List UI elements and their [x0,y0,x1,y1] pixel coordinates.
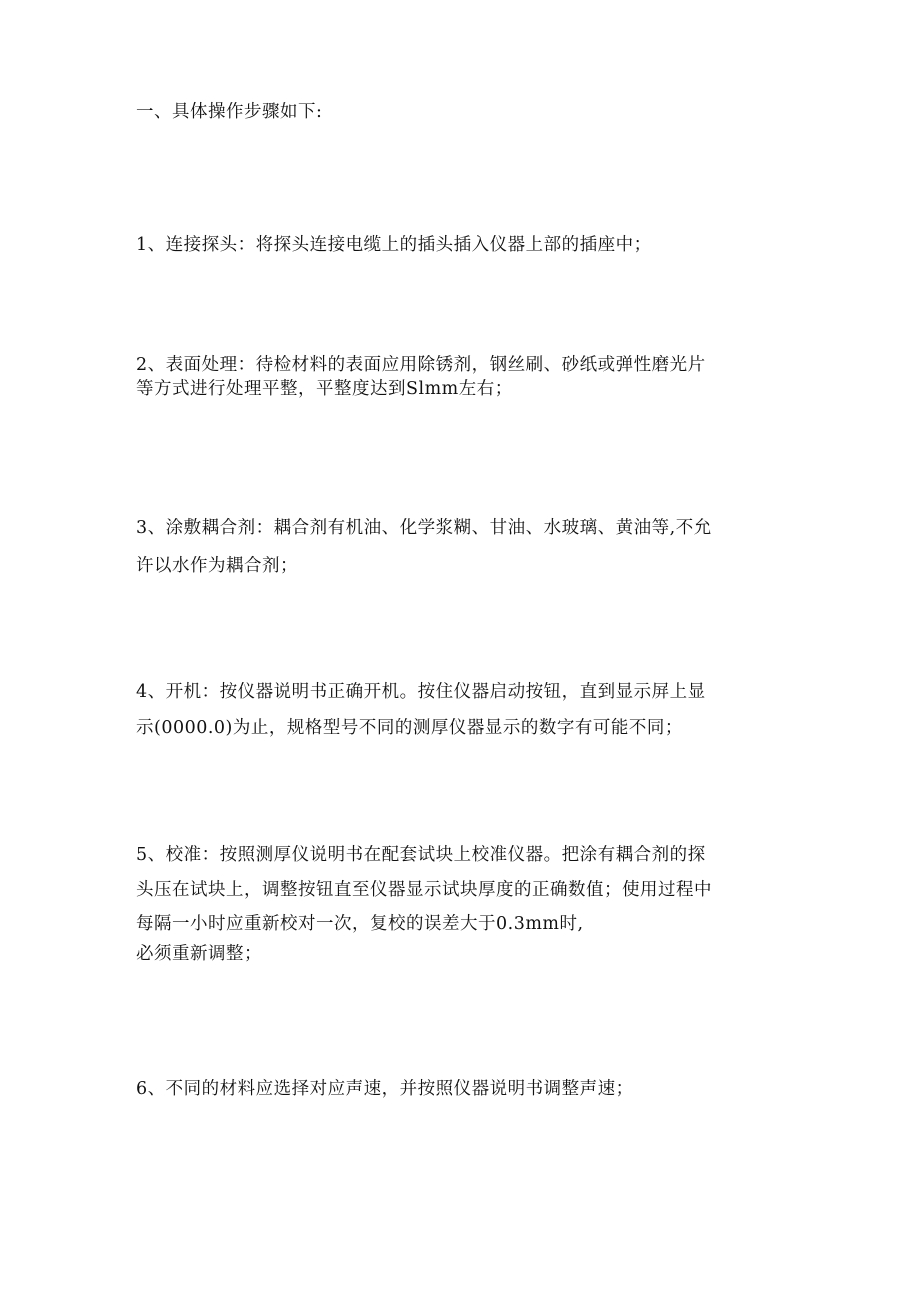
step-6-line-1: 6、不同的材料应选择对应声速，并按照仪器说明书调整声速； [136,1079,634,1099]
step-2-line-1: 2、表面处理：待检材料的表面应用除锈剂，钢丝刷、砂纸或弹性磨光片 [136,355,706,375]
step-1-line-1: 1、连接探头：将探头连接电缆上的插头插入仪器上部的插座中； [136,235,652,255]
step-5-line-3: 每隔一小时应重新校对一次，复校的误差大于0.3mm时, [136,914,584,934]
step-4-line-2: 示(0000.0)为止，规格型号不同的测厚仪器显示的数字有可能不同； [136,718,683,738]
step-5-line-2: 头压在试块上，调整按钮直至仪器显示试块厚度的正确数值；使用过程中 [136,880,712,900]
step-3-line-2: 许以水作为耦合剂； [136,556,298,576]
step-5-line-1: 5、校准：按照测厚仪说明书在配套试块上校准仪器。把涂有耦合剂的探 [136,845,706,865]
step-5-line-4: 必须重新调整； [136,944,262,964]
section-heading: 一、具体操作步骤如下: [136,102,323,122]
step-2-line-2: 等方式进行处理平整，平整度达到Slmm左右； [136,379,513,399]
step-3-line-1: 3、涂敷耦合剂：耦合剂有机油、化学浆糊、甘油、水玻璃、黄油等,不允 [136,518,712,538]
step-4-line-1: 4、开机：按仪器说明书正确开机。按住仪器启动按钮，直到显示屏上显 [136,682,706,702]
